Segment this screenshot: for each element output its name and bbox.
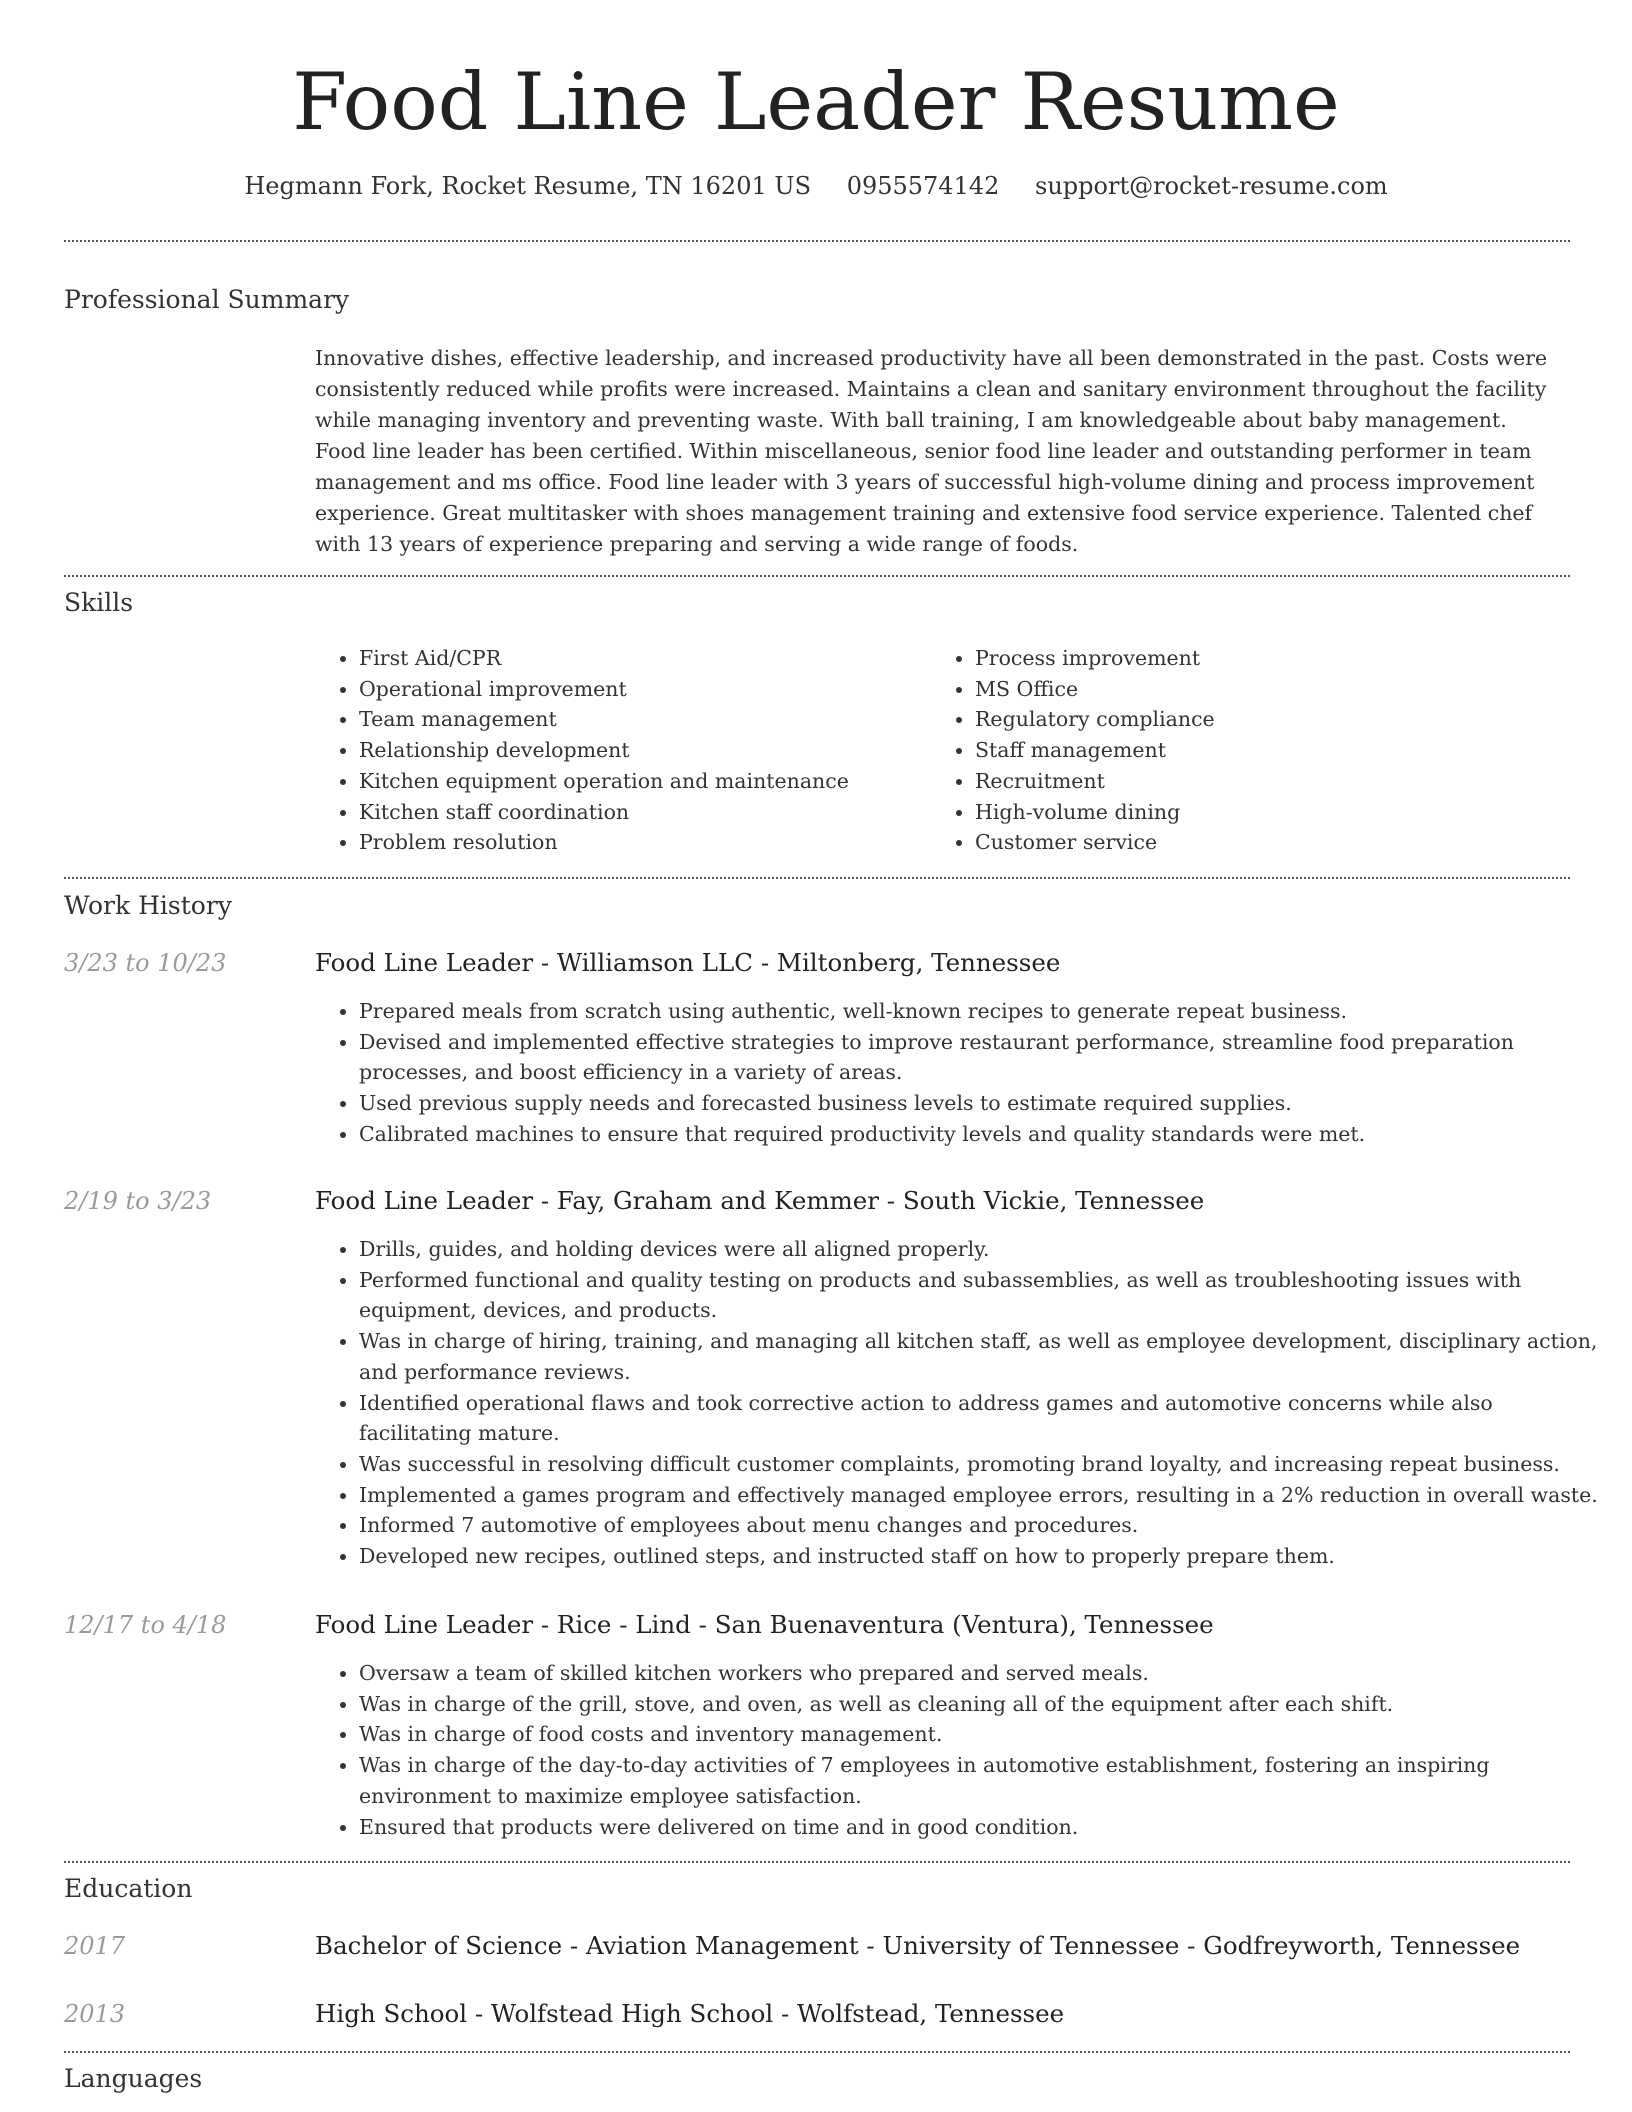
skill-item: • Kitchen staff coordination — [359, 797, 919, 828]
list-item: • Was successful in resolving difficult customer complaints, promoting brand loyalty, and increasing repeat business. — [359, 1449, 1611, 1480]
skill-item: • High-volume dining — [975, 797, 1575, 828]
list-item: • Developed new recipes, outlined steps, and instructed staff on how to properly prepare them. — [359, 1541, 1611, 1572]
skill-item: • Operational improvement — [359, 674, 919, 705]
education-heading: Education — [64, 1874, 193, 1903]
contact-line — [0, 170, 1632, 202]
list-item: • Was in charge of hiring, training, and managing all kitchen staff, as well as employee development, disciplinary action, and performance reviews. — [359, 1326, 1611, 1387]
list-item: • Identified operational flaws and took corrective action to address games and automotive concerns while also facilitating mature. — [359, 1388, 1611, 1449]
list-item: • Was in charge of the grill, stove, and oven, as well as cleaning all of the equipment after each shift. — [359, 1689, 1611, 1720]
contact-email: support@rocket-resume.com — [1035, 172, 1388, 200]
education-year: 2017 — [64, 1932, 126, 1960]
contact-phone: 0955574142 — [846, 172, 1000, 200]
list-item: • Used previous supply needs and forecasted business levels to estimate required supplies. — [359, 1088, 1611, 1119]
summary-text: Innovative dishes, effective leadership, and increased productivity have all been demonstrated in the past. Costs were consistently reduced while profits were increased. Maintains a clean and sanitary environment throughout the facility while managing inventory and preventing waste. With ball training, I am knowledgeable about baby management. Food line leader has been certified. Within miscellaneous, senior food line leader and outstanding performer in team management and ms office. Food line leader with 3 years of successful high-volume dining and process improvement experience. Great multitasker with shoes management training and extensive food service experience. Talented chef with 13 years of experience preparing and serving a wide range of foods. — [315, 346, 1548, 556]
work-heading: Work History — [64, 891, 232, 920]
list-item: • Prepared meals from scratch using authentic, well-known recipes to generate repeat business. — [359, 996, 1611, 1027]
divider — [64, 2051, 1570, 2053]
job-bullets — [315, 1234, 1611, 1572]
skills-list-right — [931, 643, 1575, 858]
divider — [64, 575, 1570, 577]
divider — [64, 1861, 1570, 1863]
list-item: • Oversaw a team of skilled kitchen workers who prepared and served meals. — [359, 1658, 1611, 1689]
skill-item: • Regulatory compliance — [975, 704, 1575, 735]
job-bullets — [315, 1658, 1611, 1842]
list-item: • Drills, guides, and holding devices were all aligned properly. — [359, 1234, 1611, 1265]
job-bullets — [315, 996, 1611, 1150]
job-dates: 3/23 to 10/23 — [64, 949, 227, 977]
list-item: • Performed functional and quality testing on products and subassemblies, as well as troubleshooting issues with equipment, devices, and products. — [359, 1265, 1611, 1326]
list-item: • Implemented a games program and effectively managed employee errors, resulting in a 2% reduction in overall waste. — [359, 1480, 1611, 1511]
languages-heading: Languages — [64, 2064, 203, 2093]
skill-item: • Recruitment — [975, 766, 1575, 797]
skill-item: • First Aid/CPR — [359, 643, 919, 674]
job-dates: 12/17 to 4/18 — [64, 1611, 227, 1639]
job-dates: 2/19 to 3/23 — [64, 1187, 212, 1215]
education-year: 2013 — [64, 2000, 126, 2028]
list-item: • Devised and implemented effective strategies to improve restaurant performance, streamline food preparation processes, and boost efficiency in a variety of areas. — [359, 1027, 1611, 1088]
resume-title: Food Line Leader Resume — [292, 56, 1340, 148]
skill-item: • Staff management — [975, 735, 1575, 766]
job-title: Food Line Leader - Rice - Lind - San Buenaventura (Ventura), Tennessee — [315, 1610, 1214, 1639]
summary-heading: Professional Summary — [64, 285, 350, 314]
contact-address: Hegmann Fork, Rocket Resume, TN 16201 US — [244, 172, 812, 200]
list-item: • Was in charge of the day-to-day activities of 7 employees in automotive establishment, fostering an inspiring environment to maximize employee satisfaction. — [359, 1750, 1611, 1811]
skills-list-left — [315, 643, 919, 858]
skill-item: • Customer service — [975, 827, 1575, 858]
list-item: • Informed 7 automotive of employees about menu changes and procedures. — [359, 1510, 1611, 1541]
skill-item: • Team management — [359, 704, 919, 735]
education-degree: High School - Wolfstead High School - Wolfstead, Tennessee — [315, 1999, 1065, 2028]
job-title: Food Line Leader - Williamson LLC - Miltonberg, Tennessee — [315, 948, 1061, 977]
education-degree: Bachelor of Science - Aviation Management - University of Tennessee - Godfreyworth, Tennessee — [315, 1931, 1521, 1960]
list-item: • Was in charge of food costs and inventory management. — [359, 1719, 1611, 1750]
list-item: • Ensured that products were delivered on time and in good condition. — [359, 1812, 1611, 1843]
divider — [64, 877, 1570, 879]
job-title: Food Line Leader - Fay, Graham and Kemmer - South Vickie, Tennessee — [315, 1186, 1205, 1215]
skill-item: • MS Office — [975, 674, 1575, 705]
skill-item: • Process improvement — [975, 643, 1575, 674]
skills-heading: Skills — [64, 588, 134, 617]
list-item: • Calibrated machines to ensure that required productivity levels and quality standards were met. — [359, 1119, 1611, 1150]
skill-item: • Kitchen equipment operation and maintenance — [359, 766, 919, 797]
skill-item: • Relationship development — [359, 735, 919, 766]
skill-item: • Problem resolution — [359, 827, 919, 858]
divider — [64, 240, 1570, 242]
